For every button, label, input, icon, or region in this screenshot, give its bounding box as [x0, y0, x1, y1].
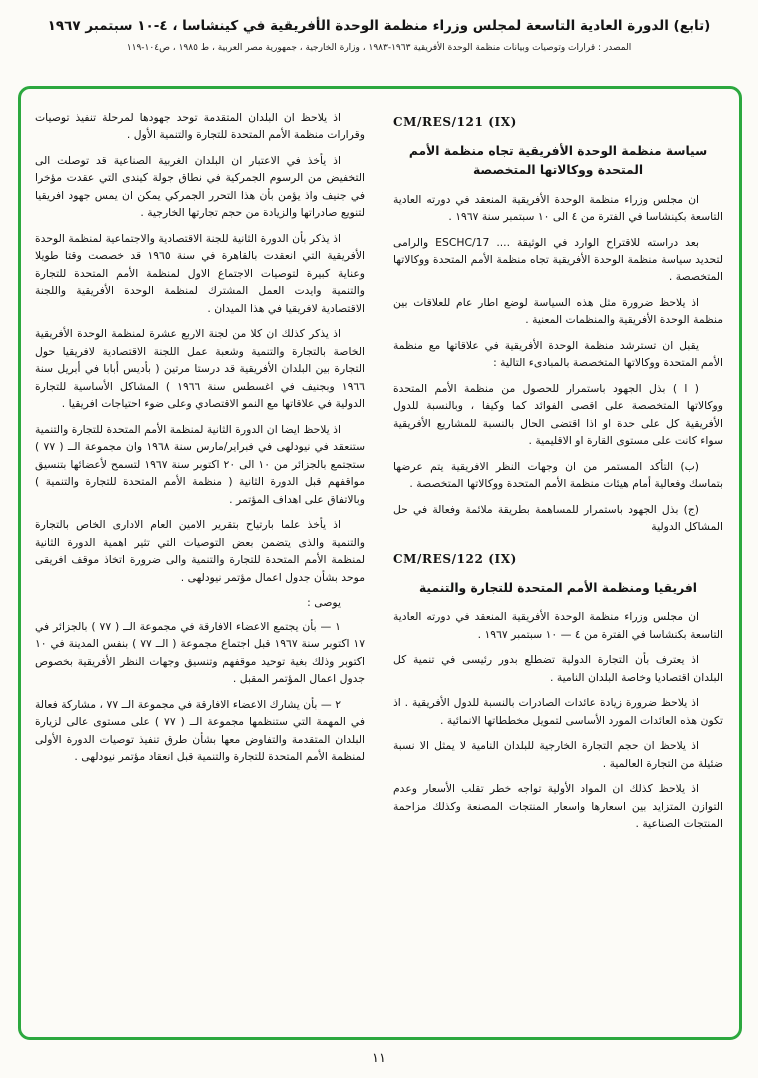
paragraph: (ج) بذل الجهود باستمرار للمساهمة بطريقة ملائمة وفعالة في حل المشاكل الدولية [393, 502, 723, 534]
paragraph: اذ يأخذ علما بارتياح بتقرير الامين العام الادارى الخاص بالتجارة والتنمية والذى يتضمن بعض التوصيات التي تثير اهمية الدورة الثانية لمنظمة الأمم المتحدة للتجارة والتنمية والى ضرورة اتخاذ موقف افريقى موحد بشأن جدول اعمال مؤتمر نيودلهى . [35, 518, 365, 584]
paragraph: ان مجلس وزراء منظمة الوحدة الأفريقية المنعقد في دورته العادية التاسعة بكنشاسا في الفترة من ٤ — ١٠ سبتمبر ١٩٦٧ . [393, 610, 723, 641]
page-header [0, 0, 758, 53]
paragraph: يوصى : [307, 596, 341, 610]
paragraph: اذ يلاحظ كذلك ان المواد الأولية تواجه خطر تقلب الأسعار وعدم التوازن المتزايد بين اسعارها واسعار المنتجات المصنعة وكذلك مزاحمة المنتجات الصناعية . [393, 782, 723, 831]
page-number: ١١ [372, 1051, 386, 1066]
document-title: (تابع) الدورة العادية التاسعة لمجلس وزراء منظمة الوحدة الأفريقية في كينشاسا ، ٤-١٠ سبتمبر ١٩٦٧ [47, 18, 711, 34]
paragraph: اذ يأخذ في الاعتبار ان البلدان الغربية الصناعية قد توصلت الى التخفيض من الرسوم الجمركية في نطاق جولة كيندى التي عقدت مؤخرا في جنيف واذ يؤمن بأن هذا التحرر الجمركي يمكن ان يمس جهود افريقيا لتنويع صادراتها والزيادة من حجم تجارتها الخارجية . [35, 153, 365, 220]
paragraph: اذ يلاحظ ان البلدان المتقدمة توحد جهودها لمرحلة تنفيذ توصيات وقرارات منظمة الأمم المتحدة للتجارة والتنمية الأول . [35, 111, 365, 142]
paragraph: ٢ — بأن يشارك الاعضاء الافارقة في مجموعة الــ ٧٧ ، مشاركة فعالة في المهمة التي ستنظمها مجموعة الــ ( ٧٧ ) على مستوى عالى لزيارة البلدان المتقدمة والتفاوض معها بشأن طرق تنفيذ توصيات الدورة الأولى لمنظمة الأمم المتحدة للتجارة والتنمية قبل انعقاد مؤتمر نيودلهى . [35, 697, 365, 763]
resolution-code-121: CM/RES/121 (IX) [393, 115, 517, 129]
paragraph: ١ — بأن يجتمع الاعضاء الافارقة في مجموعة الــ ( ٧٧ ) بالجزائر في ١٧ اكتوبر سنة ١٩٦٧ قبل اجتماع مجموعة ( الــ ٧٧ ) بنفس المدينة في ١٠ اكتوبر وذلك بغية توحيد موقفهم وتنسيق وجهات النظر الأفريقية بخصوص جدول اعمال المؤتمر المقبل . [35, 619, 365, 686]
paragraph: اذ يعترف بأن التجارة الدولية تضطلع بدور رئيسى في تنمية كل البلدان اقتصاديا وخاصة البلدان النامية . [393, 653, 723, 684]
column-right [393, 109, 723, 1023]
green-content-frame [18, 86, 742, 1040]
paragraph: اذ يلاحظ ايضا ان الدورة الثانية لمنظمة الأمم المتحدة للتجارة والتنمية ستنعقد في نيودلهى في فبراير/مارس سنة ١٩٦٨ وان مجموعة الــ ( ٧٧ ) ستجتمع بالجزائر من ١٠ الى ٢٠ اكتوبر سنة ١٩٦٧ لتسمح لأعضائها بتنسيق مواقفهم قبل الدورة الثانية ( منظمة الأمم المتحدة للتجارة والتنمية ) وبالاتفاق على اهداف المؤتمر . [35, 422, 366, 506]
resolution-code-122: CM/RES/122 (IX) [393, 551, 517, 566]
paragraph: (ب) التأكد المستمر من ان وجهات النظر الافريقية يتم عرضها بتماسك وفعالية أمام هيئات منظمة الأمم المتحدة ووكالاتها المتخصصة . [393, 459, 723, 491]
two-column-text [35, 109, 723, 1023]
paragraph: اذ يلاحظ ضرورة مثل هذه السياسة لوضع اطار عام للعلاقات بين منظمة الوحدة الأفريقية والمنظمات المعنية . [393, 295, 723, 327]
source-citation: المصدر : قرارات وتوصيات وبيانات منظمة الوحدة الأفريقية ١٩٦٣-١٩٨٣ ، وزارة الخارجية ، جمهورية مصر العربية ، ط ١٩٨٥ ، ص١٠٤-١١٩ [126, 43, 632, 53]
resolution-title-122: افريقيا ومنظمة الأمم المتحدة للتجارة والتنمية [418, 581, 698, 596]
paragraph: ( ا ) بذل الجهود باستمرار للحصول من منظمة الأمم المتحدة ووكالاتها المتخصصة على اقصى الفوائد كما وكيفا ، وبالنسبة للدول الأفريقية كل على حدة او اذا اقتضى الحال بالنسبة للمشاريع الأفريقية سواء كانت على مستوى القارة او الاقليمية . [393, 381, 723, 448]
paragraph: ان مجلس وزراء منظمة الوحدة الأفريقية المنعقد في دورته العادية التاسعة بكينشاسا في الفترة من ٤ الى ١٠ سبتمبر سنة ١٩٦٧ . [393, 192, 723, 224]
column-left [35, 109, 365, 1023]
paragraph: اذ يذكر بأن الدورة الثانية للجنة الاقتصادية والاجتماعية لمنظمة الوحدة الأفريقية التي انعقدت بالقاهرة في سنة ١٩٦٥ قد خصصت وقتا طويلا وعناية كبيرة لتوصيات الاجتماع الاول لمنظمة الأمم المتحدة للتجارة والتنمية وايدت العمل المشترك لمنظمة الوحدة الأفريقية واللجنة الاقتصادية لافريقيا في هذا الميدان . [35, 231, 365, 315]
paragraph: اذ يلاحظ ان حجم التجارة الخارجية للبلدان النامية لا يمثل الا نسبة ضئيلة من التجارة العالمية . [393, 739, 723, 770]
paragraph: يقبل ان تسترشد منظمة الوحدة الأفريقية في علاقاتها مع منظمة الأمم المتحدة ووكالاتها المتخصصة بالمبادىء التالية : [393, 338, 723, 370]
paragraph: بعد دراسته للاقتراح الوارد في الوثيقة .... ESCHC/17 والرامى لتحديد سياسة منظمة الوحدة الأفريقية تجاه منظمة الأمم المتحدة ووكالاتها المتخصصة . [393, 235, 723, 284]
paragraph: اذ يذكر كذلك ان كلا من لجنة الاربع عشرة لمنظمة الوحدة الأفريقية الخاصة بالتجارة والتنمية وشعبة عمل اللجنة الاقتصادية لافريقيا حول التجارة بين البلدان الأفريقية قد درستا مرتين ( بأديس أبابا في أبريل سنة ١٩٦٦ وبجنيف في اغسطس سنة ١٩٦٦ ) المشاكل الأساسية للتجارة الدولية في علاقاتها مع النمو الاقتصادي وعلى ضوء احتياجات افريقيا . [35, 327, 365, 411]
paragraph: اذ يلاحظ ضرورة زيادة عائدات الصادرات بالنسبة للدول الأفريقية . اذ تكون هذه العائدات المورد الأساسى لتمويل مخططاتها الانمائية . [393, 696, 723, 727]
resolution-title-121: سياسة منظمة الوحدة الأفريقية تجاه منظمة الأمم المتحدة ووكالاتها المتخصصة [408, 144, 708, 178]
